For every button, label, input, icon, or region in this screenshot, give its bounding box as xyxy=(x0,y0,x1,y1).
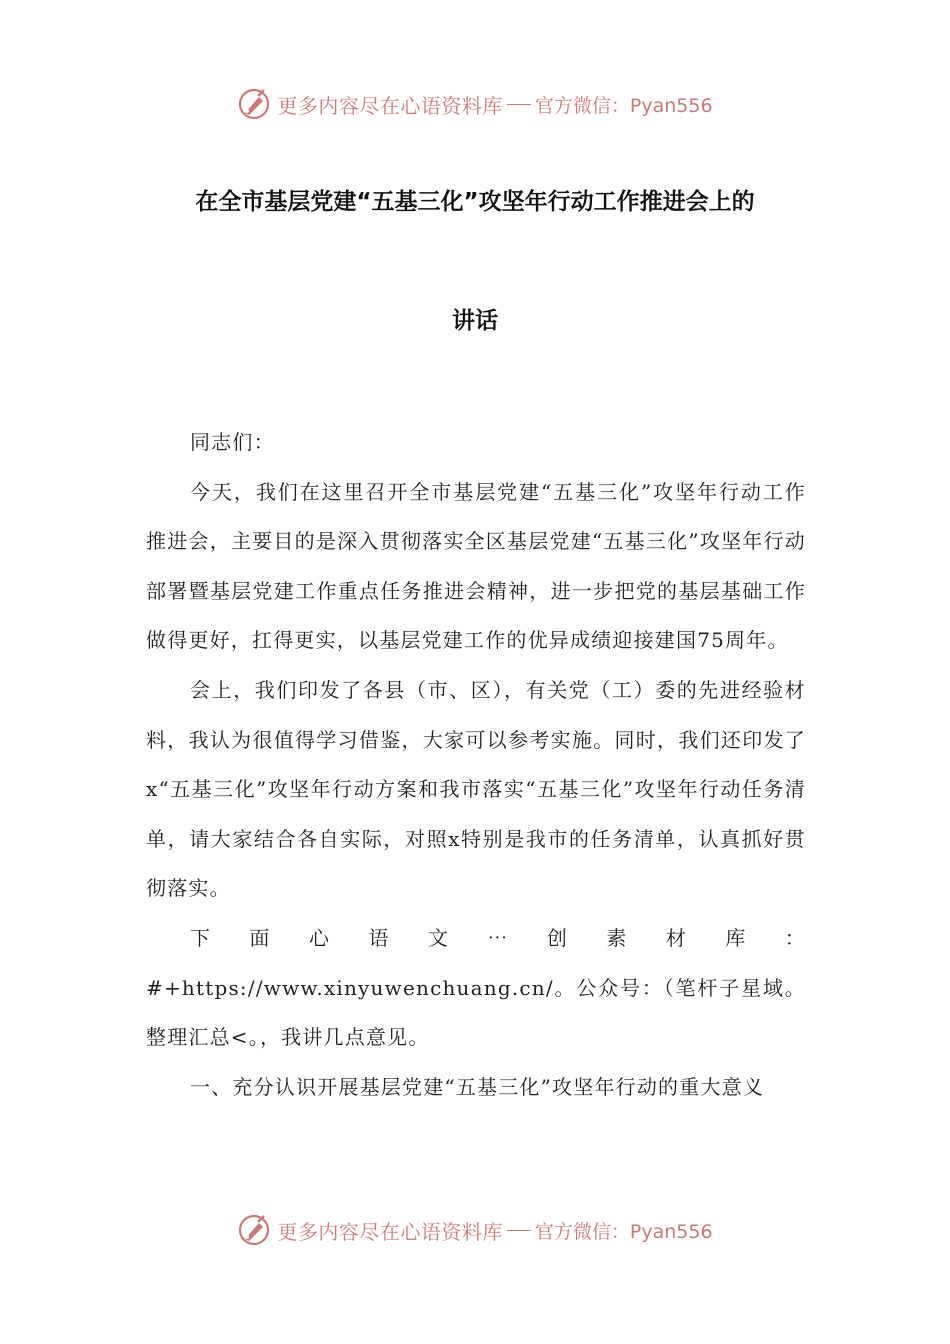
watermark-separator xyxy=(507,104,531,105)
watermark-header xyxy=(0,82,950,126)
watermark-text: 更多内容尽在心语资料库 xyxy=(277,93,503,118)
salutation: 同志们： xyxy=(190,430,275,454)
watermark-contact: 官方微信：Pyan556 xyxy=(534,94,713,117)
pen-nib-logo-icon xyxy=(237,87,271,121)
document-body xyxy=(146,418,806,1112)
paragraph-1: 今天，我们在这里召开全市基层党建“五基三化”攻坚年行动工作推进会，主要目的是深入贯彻落实全区基层党建“五基三化”攻坚年行动部署暨基层党建工作重点任务推进会精神，进一步把党的基层基础工作做得更好，扛得更实，以基层党建工作的优异成绩迎接建国75周年。 xyxy=(146,479,806,653)
pen-nib-logo-icon xyxy=(237,1213,271,1247)
paragraph-2: 会上，我们印发了各县（市、区），有关党（工）委的先进经验材料，我认为很值得学习借鉴，大家可以参考实施。同时，我们还印发了x“五基三化”攻坚年行动方案和我市落实“五基三化”攻坚年行动任务清单，请大家结合各自实际，对照x特别是我市的任务清单，认真抓好贯彻落实。 xyxy=(146,677,806,901)
section-heading-1: 一、充分认识开展基层党建“五基三化”攻坚年行动的重大意义 xyxy=(190,1074,765,1099)
document-title-line-1: 在全市基层党建“五基三化”攻坚年行动工作推进会上的 xyxy=(195,189,755,215)
document-title-line-2: 讲话 xyxy=(452,308,498,334)
paragraph-3: 下面心语文⋯创素材库：#+https://www.xinyuwenchuang.cn/。公众号：（笔杆子星域。整理汇总<。，我讲几点意见。 xyxy=(146,925,806,1050)
watermark-footer xyxy=(0,1208,950,1252)
watermark-text: 更多内容尽在心语资料库 xyxy=(277,1219,503,1244)
watermark-separator xyxy=(507,1230,531,1231)
watermark-contact: 官方微信：Pyan556 xyxy=(534,1220,713,1243)
